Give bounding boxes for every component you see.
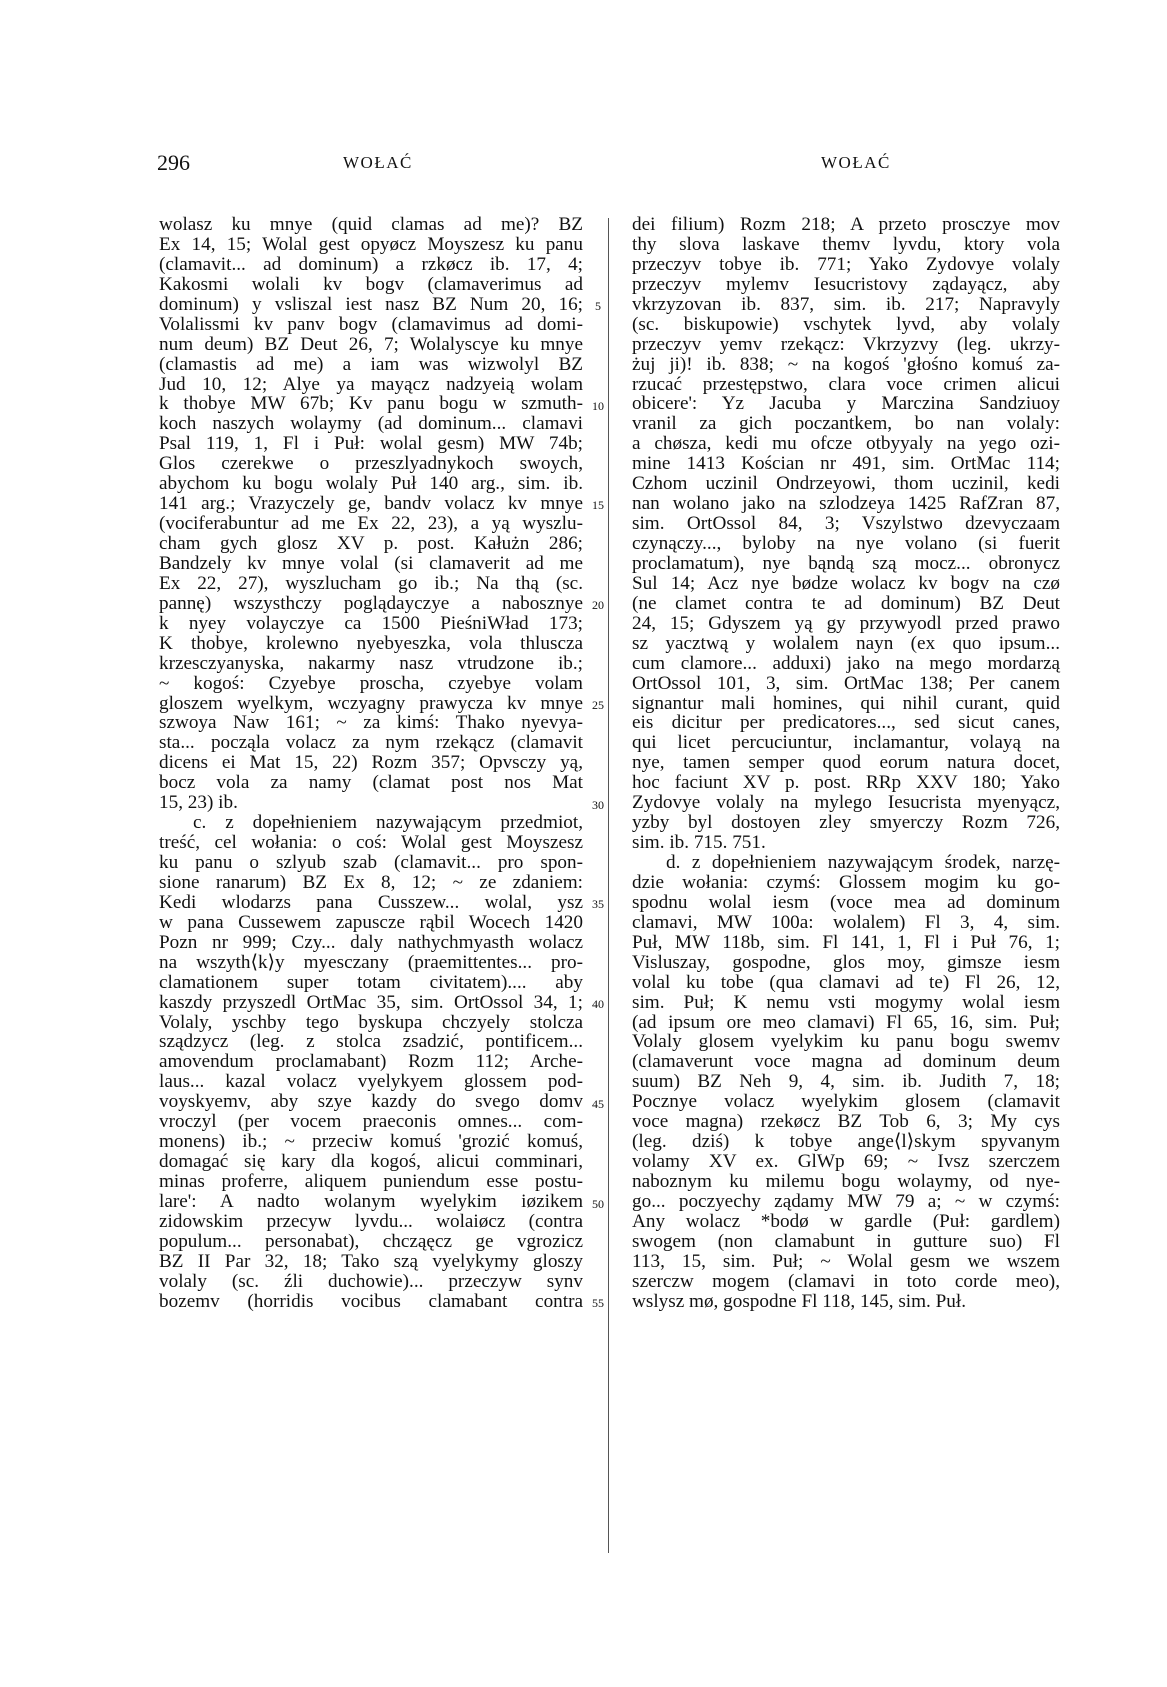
text-line: sione ranarum) BZ Ex 8, 12; ~ ze zdaniem: <box>159 871 583 893</box>
text-line: przeczyv tobye ib. 771; Yako Zydovye volaly <box>632 253 1060 275</box>
text-line: volamy XV ex. GlWp 69; ~ Ivsz szerczem <box>632 1151 1060 1173</box>
line-number: 30 <box>592 797 604 812</box>
text-line: vroczyl (per vocem praeconis omnes... com- <box>159 1111 583 1133</box>
text-line: sz yacztwą y wolalem nayn (ex quo ipsum... <box>632 632 1060 654</box>
text-line: 15, 23) ib. <box>159 792 238 814</box>
line-number: 5 <box>595 298 601 313</box>
line-number: 45 <box>592 1096 604 1111</box>
text-line: ~ kogoś: Czyebye proscha, czyebye volam <box>159 672 583 694</box>
line-number: 35 <box>592 897 604 912</box>
running-head-right: WOŁAĆ <box>821 153 891 172</box>
text-line: Any wolacz *bodø w gardle (Puł: gardlem) <box>632 1210 1060 1232</box>
text-line: sządzycz (leg. z stolca zsadzić, pontificem... <box>159 1031 583 1053</box>
left-column <box>159 215 583 1312</box>
text-line: Czhom uczinil Ondrzeyowi, thom uczinil, kedi <box>632 473 1060 495</box>
line-number: 50 <box>592 1196 604 1211</box>
text-line: bocz vola za namy (clamat post nos Mat <box>159 772 583 794</box>
text-line: monens) ib.; ~ przeciw komuś 'grozić komuś, <box>159 1131 583 1153</box>
text-line: voce magna) rzekøcz BZ Tob 6, 3; My cys <box>632 1111 1060 1133</box>
text-line: volaly (sc. źli duchowie)... przeczyw synv <box>159 1270 583 1292</box>
text-line: dominum) y vsliszal iest nasz BZ Num 20, 16; <box>159 293 583 315</box>
text-line: Volaly glosem vyelykim ku panu bogu swemv <box>632 1031 1060 1053</box>
text-line: lare': A nadto wolanym wyelykim iøzikem <box>159 1190 583 1212</box>
right-column <box>632 215 1060 1312</box>
text-line: Visluszay, gospodne, glos moy, gimsze iesm <box>632 951 1060 973</box>
text-line: Kakosmi wolali kv bogv (clamaverimus ad <box>159 273 583 295</box>
text-line: populum... personabat), chcząęcz ge vgrozicz <box>159 1230 583 1252</box>
text-line: sim. OrtOssol 84, 3; Vszylstwo dzevyczaam <box>632 513 1060 535</box>
text-line: krzesczyanyska, nakarmy nasz vtrudzone ib.; <box>159 652 583 674</box>
page-number: 296 <box>157 150 190 175</box>
text-line: BZ II Par 32, 18; Tako szą vyelykymy gloszy <box>159 1250 583 1272</box>
text-line: treść, cel wołania: o coś: Wolal gest Moyszesz <box>159 832 583 854</box>
line-number: 20 <box>592 598 604 613</box>
text-line: vranil za gich poczantkem, bo nan volaly: <box>632 413 1060 435</box>
text-line: Kedi wlodarzs pana Cusszew... wolal, ysz <box>159 891 583 913</box>
text-line: voyskyemv, aby szye kazdy do svego domv <box>159 1091 583 1113</box>
line-number: 55 <box>592 1296 604 1311</box>
running-head-left: WOŁAĆ <box>343 153 413 172</box>
text-line: vkrzyzovan ib. 837, sim. ib. 217; Napravyly <box>632 293 1060 315</box>
text-line: sta... począla volacz za nym rzekącz (clamavit <box>159 732 583 754</box>
text-line: num deum) BZ Deut 26, 7; Wolalyscye ku mnye <box>159 333 583 355</box>
text-line: (clamaverunt voce magna ad dominum deum <box>632 1051 1060 1073</box>
text-line: wslysz mø, gospodne Fl 118, 145, sim. Puł. <box>632 1290 967 1312</box>
text-line: bozemv (horridis vocibus clamabant contra <box>159 1290 583 1312</box>
text-line: k nyey volayczye ca 1500 PieśniWład 173; <box>159 612 583 634</box>
text-line: Pozn nr 999; Czy... daly nathychmyasth wolacz <box>159 931 583 953</box>
text-line: obicere': Yz Jacuba y Marczina Sandziuoy <box>632 393 1060 415</box>
text-line: koch naszych wolaymy (ad dominum... clamavi <box>159 413 583 435</box>
text-line: naboznym ku milemu bogu wolaymy, od nye- <box>632 1171 1060 1192</box>
text-line: zidowskim przecyw lyvdu... wolaiøcz (contra <box>159 1210 583 1232</box>
text-line: Volalissmi kv panv bogv (clamavimus ad domi- <box>159 313 583 335</box>
text-line: Ex 14, 15; Wolal gest opyøcz Moyszesz ku panu <box>159 233 583 255</box>
text-line: swogem (non clamabunt in gutture suo) Fl <box>632 1230 1060 1252</box>
text-line: laus... kazal volacz vyelykyem glossem pod- <box>159 1071 583 1093</box>
text-line: sim. Puł; K nemu vsti mogymy wolal iesm <box>632 991 1060 1013</box>
text-line: gloszem wyelkym, wczyagny prawycza kv mnye <box>159 692 583 714</box>
text-line: d. z dopełnieniem nazywającym środek, narzę- <box>666 852 1060 873</box>
text-line: Glos czerekwe o przeszlyadnykoch swoych, <box>159 453 583 475</box>
text-line: sim. ib. 715. 751. <box>632 832 766 854</box>
text-line: nye, tamen semper quod eorum natura docet, <box>632 752 1060 774</box>
text-line: amovendum proclamabant) Rozm 112; Arche- <box>159 1051 583 1073</box>
text-line: nan wolano jako na szlodzeya 1425 RafZran 87, <box>632 493 1060 515</box>
text-line: abychom ku bogu wolaly Puł 140 arg., sim. ib. <box>159 473 583 495</box>
text-line: clamationem super totam civitatem).... aby <box>159 971 583 993</box>
text-line: volal ku tobe (qua clamavi ad te) Fl 26, 12, <box>632 971 1060 993</box>
text-line: Puł, MW 118b, sim. Fl 141, 1, Fl i Puł 76, 1; <box>632 931 1060 953</box>
text-line: Psal 119, 1, Fl i Puł: wolal gesm) MW 74b; <box>159 433 583 455</box>
text-line: hoc faciunt XV p. post. RRp XXV 180; Yako <box>632 772 1060 794</box>
text-line: eis dicitur per predicatores..., sed sicut canes, <box>632 712 1060 734</box>
text-line: (clamavit... ad dominum) a rzkøcz ib. 17, 4; <box>159 253 583 275</box>
text-line: rzucać przestępstwo, clara voce crimen alicui <box>632 373 1060 395</box>
text-line: OrtOssol 101, 3, sim. OrtMac 138; Per canem <box>632 672 1060 694</box>
text-line: (leg. dziś) k tobye ange⟨l⟩skym spyvanym <box>632 1131 1060 1153</box>
text-line: (ne clamet contra te ad dominum) BZ Deut <box>632 592 1060 614</box>
text-line: Jud 10, 12; Alye ya mayącz nadzyeią wolam <box>159 373 583 395</box>
text-line: ku panu o szlyub szab (clamavit... pro spon- <box>159 852 583 873</box>
line-number: 25 <box>592 697 604 712</box>
line-number: 10 <box>592 398 604 413</box>
column-divider <box>608 218 609 1553</box>
text-line: czynączy..., byloby na nye volano (si fuerit <box>632 533 1060 554</box>
text-line: signantur mali homines, qui nihil curant, quid <box>632 692 1060 714</box>
line-number: 40 <box>592 997 604 1012</box>
text-line: domagać się kary dla kogoś, alicui comminari, <box>159 1151 583 1173</box>
text-line: 24, 15; Gdyszem yą gy przywyodl przed prawo <box>632 612 1060 634</box>
text-line: proclamatum), nye bąndą szą mocz... obronycz <box>632 552 1060 574</box>
text-line: dicens ei Mat 15, 22) Rozm 357; Opvsczy yą, <box>159 752 583 774</box>
text-line: qui licet percuciuntur, inclamantur, volayą na <box>632 732 1060 754</box>
text-line: na wszyth⟨k⟩y myesczany (praemittentes... pro- <box>159 951 583 973</box>
text-line: minas proferre, aliquem puniendum esse postu- <box>159 1171 583 1192</box>
text-line: przeczyv yemv rzekącz: Vkrzyzvy (leg. ukrzy- <box>632 333 1060 355</box>
text-line: szerczw mogem (clamavi in toto corde meo), <box>632 1270 1060 1292</box>
text-line: k thobye MW 67b; Kv panu bogu w szmuth- <box>159 393 583 415</box>
text-line: przeczyv mylemv Iesucristovy ządayącz, aby <box>632 273 1060 295</box>
page-header <box>0 150 1167 190</box>
text-line: Zydovye volaly na mylego Iesucrista myenyącz, <box>632 792 1060 814</box>
text-line: (sc. biskupowie) vschytek lyvd, aby volaly <box>632 313 1060 335</box>
text-line: 141 arg.; Vrazyczely ge, bandv volacz kv mnye <box>159 493 583 515</box>
text-line: Pocznye volacz wyelykim glosem (clamavit <box>632 1091 1060 1113</box>
text-line: kaszdy przyszedl OrtMac 35, sim. OrtOssol 34, 1; <box>159 991 583 1013</box>
text-line: mine 1413 Kościan nr 491, sim. OrtMac 114; <box>632 453 1060 475</box>
text-line: thy slova laskave themv lyvdu, ktory vola <box>632 233 1060 255</box>
text-line: (clamastis ad me) a iam was wizwolyl BZ <box>159 353 583 375</box>
text-line: żuj ji)! ib. 838; ~ na kogoś 'głośno komuś za- <box>632 353 1060 375</box>
text-line: suum) BZ Neh 9, 4, sim. ib. Judith 7, 18; <box>632 1071 1060 1093</box>
text-line: szwoya Naw 161; ~ za kimś: Thako nyevya- <box>159 712 583 734</box>
text-line: wolasz ku mnye (quid clamas ad me)? BZ <box>159 214 583 235</box>
text-line: dzie wołania: czymś: Glossem mogim ku go- <box>632 871 1060 893</box>
text-line: 113, 15, sim. Puł; ~ Wolal gesm we wszem <box>632 1250 1060 1272</box>
text-line: K thobye, krolewno nyebyeszka, vola thluscza <box>159 632 583 654</box>
text-line: a chøsza, kedi mu ofcze otbyyaly na yego ozi- <box>632 433 1060 455</box>
text-line: go... poczyechy ządamy MW 79 a; ~ w czymś: <box>632 1190 1060 1212</box>
text-line: (vociferabuntur ad me Ex 22, 23), a yą wyszlu- <box>159 513 583 535</box>
text-line: dei filium) Rozm 218; A przeto prosczye mov <box>632 214 1060 235</box>
text-line: cham gych glosz XV p. post. Kałużn 286; <box>159 533 583 554</box>
text-line: clamavi, MW 100a: wolalem) Fl 3, 4, sim. <box>632 911 1060 933</box>
text-line: pannę) wszysthczy poglądayczye a nabosznye <box>159 592 583 614</box>
text-line: Bandzely kv mnye volal (si clamaverit ad me <box>159 552 583 574</box>
text-line: w pana Cussewem zapuscze rąbil Wocech 1420 <box>159 911 583 933</box>
text-line: Sul 14; Acz nye bødze wolacz kv bogv na czø <box>632 572 1060 594</box>
text-line: yzby byl dostoyen zley smyerczy Rozm 726, <box>632 812 1060 834</box>
text-line: spodnu wolal iesm (voce mea ad dominum <box>632 891 1060 913</box>
text-line: Volaly, yschby tego byskupa chczyely stolcza <box>159 1011 583 1033</box>
text-line: Ex 22, 27), wyszlucham go ib.; Na thą (sc. <box>159 572 583 594</box>
line-number: 15 <box>592 498 604 513</box>
text-line: c. z dopełnieniem nazywającym przedmiot, <box>193 812 583 834</box>
text-line: (ad ipsum ore meo clamavi) Fl 65, 16, sim. Puł; <box>632 1011 1060 1033</box>
text-line: cum clamore... adduxi) jako na mego mordarzą <box>632 652 1060 674</box>
